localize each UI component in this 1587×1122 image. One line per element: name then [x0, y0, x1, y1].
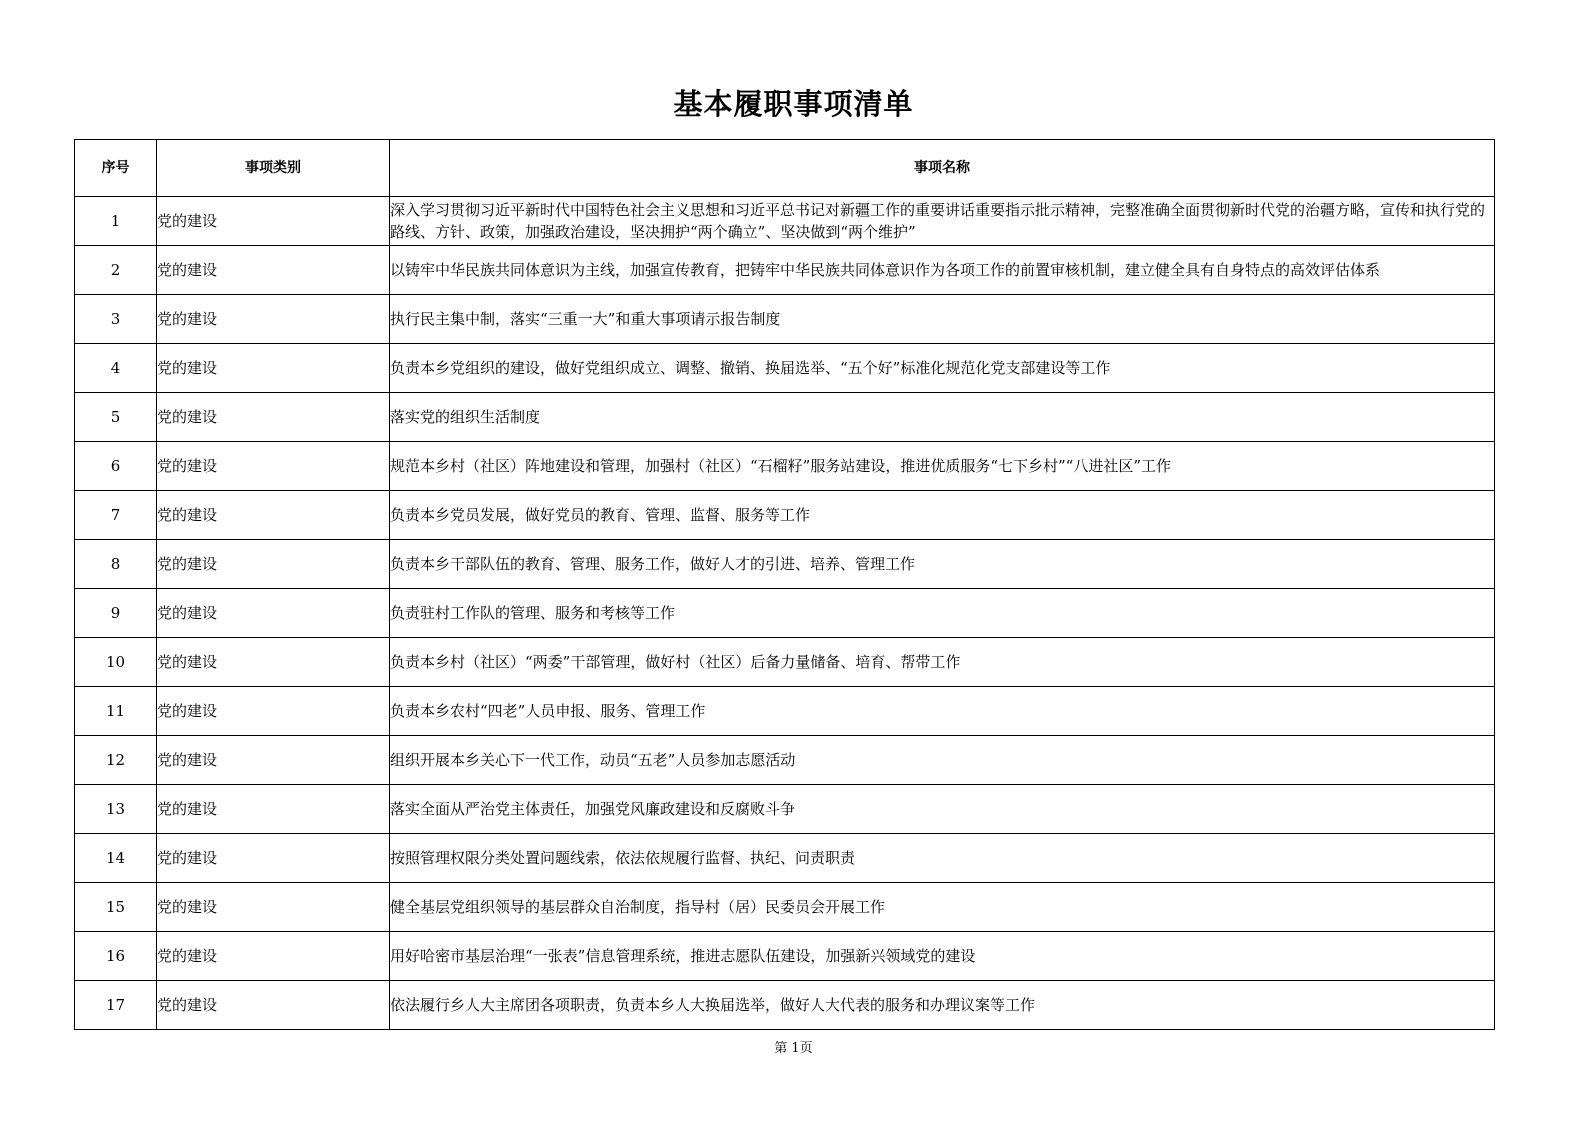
row-item-name: 规范本乡村（社区）阵地建设和管理，加强村（社区）“石榴籽”服务站建设，推进优质服务“七下乡村”“八进社区”工作 — [390, 442, 1495, 491]
row-item-name: 组织开展本乡关心下一代工作，动员“五老”人员参加志愿活动 — [390, 736, 1495, 785]
row-number: 5 — [75, 393, 157, 442]
row-number: 15 — [75, 883, 157, 932]
table-row — [75, 834, 1495, 883]
row-item-name: 按照管理权限分类处置问题线索，依法依规履行监督、执纪、问责职责 — [390, 834, 1495, 883]
row-category: 党的建设 — [157, 442, 390, 491]
row-item-name: 依法履行乡人大主席团各项职责，负责本乡人大换届选举，做好人大代表的服务和办理议案等工作 — [390, 981, 1495, 1030]
row-item-name: 落实党的组织生活制度 — [390, 393, 1495, 442]
row-item-name: 执行民主集中制，落实“三重一大”和重大事项请示报告制度 — [390, 295, 1495, 344]
table-row — [75, 442, 1495, 491]
row-category: 党的建设 — [157, 393, 390, 442]
table-row — [75, 736, 1495, 785]
row-number: 10 — [75, 638, 157, 687]
row-number: 6 — [75, 442, 157, 491]
row-item-name: 负责驻村工作队的管理、服务和考核等工作 — [390, 589, 1495, 638]
row-number: 13 — [75, 785, 157, 834]
row-number: 17 — [75, 981, 157, 1030]
row-category: 党的建设 — [157, 344, 390, 393]
page-number: 第 1页 — [774, 1041, 813, 1056]
row-category: 党的建设 — [157, 295, 390, 344]
row-number: 16 — [75, 932, 157, 981]
row-category: 党的建设 — [157, 540, 390, 589]
table-row — [75, 589, 1495, 638]
row-item-name: 落实全面从严治党主体责任，加强党风廉政建设和反腐败斗争 — [390, 785, 1495, 834]
row-number: 2 — [75, 246, 157, 295]
row-number: 12 — [75, 736, 157, 785]
row-category: 党的建设 — [157, 834, 390, 883]
table-row — [75, 540, 1495, 589]
row-number: 1 — [75, 197, 157, 246]
table-row — [75, 197, 1495, 246]
row-category: 党的建设 — [157, 981, 390, 1030]
row-number: 9 — [75, 589, 157, 638]
table-row — [75, 344, 1495, 393]
row-number: 3 — [75, 295, 157, 344]
row-item-name: 负责本乡农村“四老”人员申报、服务、管理工作 — [390, 687, 1495, 736]
row-category: 党的建设 — [157, 932, 390, 981]
table-row — [75, 932, 1495, 981]
table-row — [75, 491, 1495, 540]
row-category: 党的建设 — [157, 246, 390, 295]
row-category: 党的建设 — [157, 638, 390, 687]
header-serial-number: 序号 — [75, 140, 157, 197]
row-number: 14 — [75, 834, 157, 883]
row-item-name: 负责本乡党组织的建设，做好党组织成立、调整、撤销、换届选举、“五个好”标准化规范化党支部建设等工作 — [390, 344, 1495, 393]
row-item-name: 负责本乡村（社区）“两委”干部管理，做好村（社区）后备力量储备、培育、帮带工作 — [390, 638, 1495, 687]
table-row — [75, 687, 1495, 736]
header-item-category: 事项类别 — [157, 140, 390, 197]
page-title: 基本履职事项清单 — [673, 87, 914, 121]
table-row — [75, 393, 1495, 442]
row-number: 7 — [75, 491, 157, 540]
table-row — [75, 883, 1495, 932]
duty-items-table — [74, 139, 1495, 1030]
table-row — [75, 246, 1495, 295]
header-item-name: 事项名称 — [390, 140, 1495, 197]
row-category: 党的建设 — [157, 589, 390, 638]
table-row — [75, 785, 1495, 834]
table-row — [75, 295, 1495, 344]
row-category: 党的建设 — [157, 883, 390, 932]
row-item-name: 用好哈密市基层治理“一张表”信息管理系统，推进志愿队伍建设，加强新兴领域党的建设 — [390, 932, 1495, 981]
row-item-name: 以铸牢中华民族共同体意识为主线，加强宣传教育，把铸牢中华民族共同体意识作为各项工作的前置审核机制，建立健全具有自身特点的高效评估体系 — [390, 246, 1495, 295]
row-item-name: 负责本乡党员发展，做好党员的教育、管理、监督、服务等工作 — [390, 491, 1495, 540]
row-category: 党的建设 — [157, 687, 390, 736]
row-item-name: 负责本乡干部队伍的教育、管理、服务工作，做好人才的引进、培养、管理工作 — [390, 540, 1495, 589]
row-number: 4 — [75, 344, 157, 393]
table-row — [75, 981, 1495, 1030]
row-item-name: 深入学习贯彻习近平新时代中国特色社会主义思想和习近平总书记对新疆工作的重要讲话重要指示批示精神，完整准确全面贯彻新时代党的治疆方略，宣传和执行党的路线、方针、政策，加强政治建设，坚决拥护“两个确立”、坚决做到“两个维护” — [390, 197, 1495, 246]
row-item-name: 健全基层党组织领导的基层群众自治制度，指导村（居）民委员会开展工作 — [390, 883, 1495, 932]
row-category: 党的建设 — [157, 736, 390, 785]
row-category: 党的建设 — [157, 785, 390, 834]
row-category: 党的建设 — [157, 491, 390, 540]
table-header-row — [75, 140, 1495, 197]
row-number: 11 — [75, 687, 157, 736]
table-row — [75, 638, 1495, 687]
row-category: 党的建设 — [157, 197, 390, 246]
row-number: 8 — [75, 540, 157, 589]
